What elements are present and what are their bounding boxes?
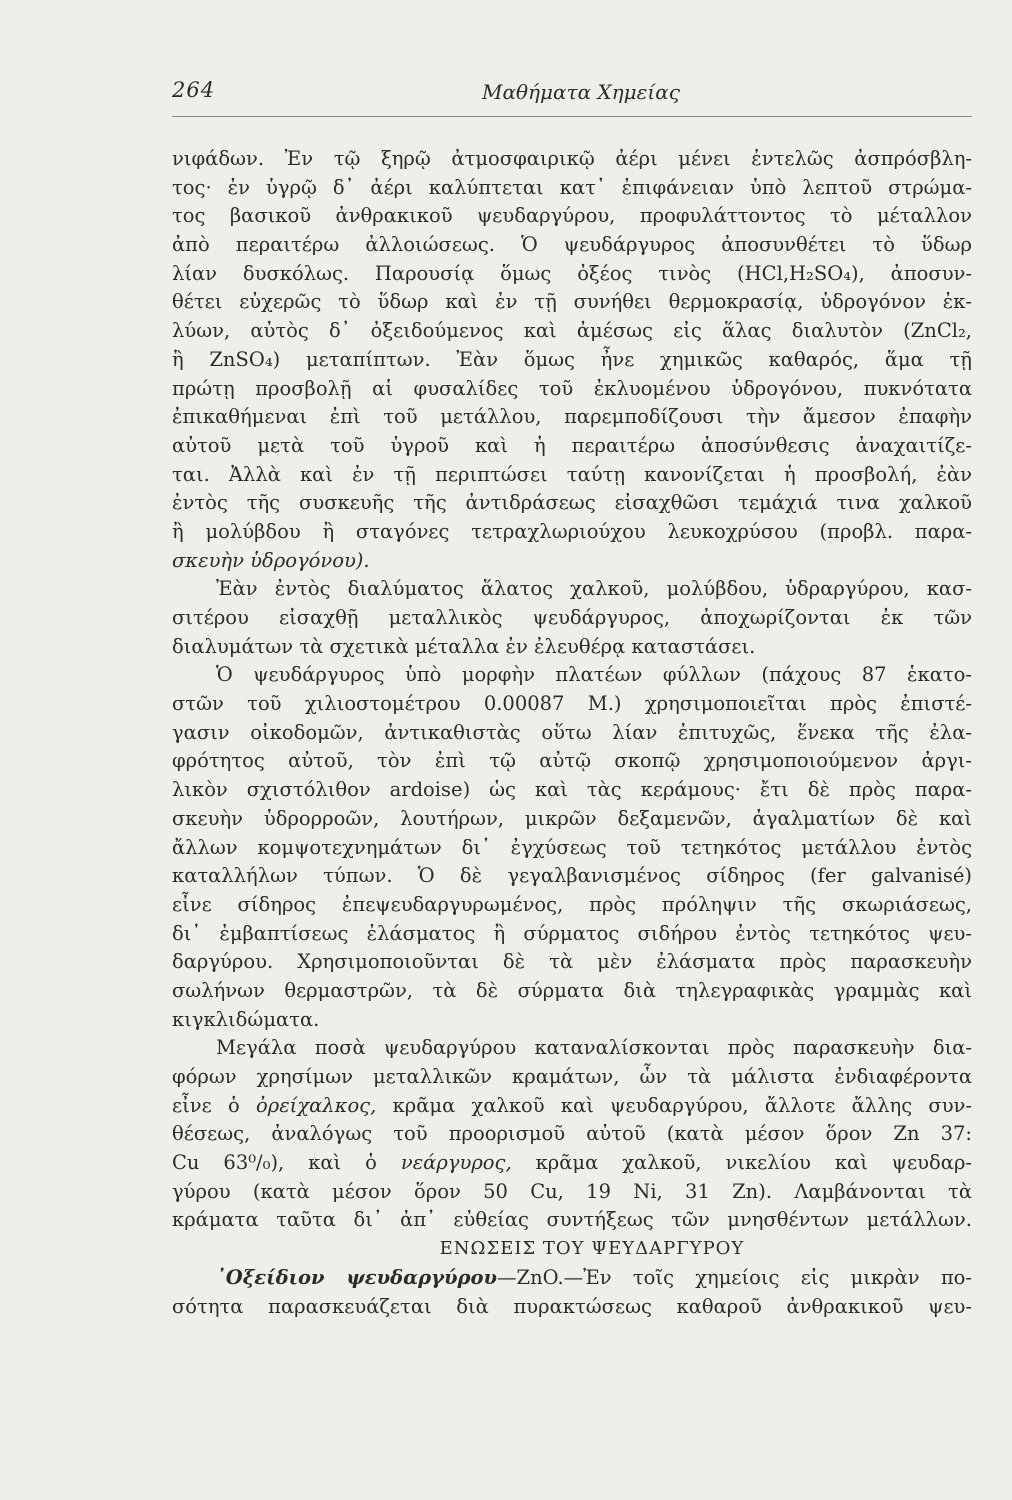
text-line: σότητα παρασκευάζεται διὰ πυρακτώσεως καθαροῦ ἀνθρακικοῦ ψευ-	[172, 1294, 972, 1318]
text-line: σιτέρου εἰσαχθῇ μεταλλικὸς ψευδάργυρος, ἀποχωρίζονται ἐκ τῶν	[172, 606, 972, 629]
text-span: κρᾶμα χαλκοῦ, νικελίου καὶ ψευδαρ-	[511, 1151, 972, 1175]
text-line: νιφάδων. Ἐν τῷ ξηρῷ ἀτμοσφαιρικῷ ἀέρι μένει ἐντελῶς ἀσπρόσβλη-	[172, 147, 972, 170]
text-line: φρότητος αὐτοῦ, τὸν ἐπὶ τῷ αὐτῷ σκοπῷ χρησιμοποιούμενον ἀργι-	[172, 749, 972, 773]
text-line: ται. Ἀλλὰ καὶ ἐν τῇ περιπτώσει ταύτῃ κανονίζεται ἡ προσβολή, ἐὰν	[172, 462, 972, 486]
text-line: πρώτῃ προσβολῇ αἱ φυσαλίδες τοῦ ἐκλυομένου ὑδρογόνου, πυκνότατα	[172, 376, 972, 400]
text-line: ἐντὸς τῆς συσκευῆς τῆς ἀντιδράσεως εἰσαχθῶσι τεμάχιά τινα χαλκοῦ	[172, 491, 972, 515]
text-line: σκευὴν ὑδρορροῶν, λουτήρων, μικρῶν δεξαμενῶν, ἀγαλματίων δὲ καὶ	[172, 806, 972, 830]
text-line: ἢ ZnSO₄) μεταπίπτων. Ἐὰν ὅμως ἦνε χημικῶς καθαρός, ἅμα τῇ	[172, 347, 972, 371]
text-span: —ZnO.—Ἐν τοῖς χημείοις εἰς μικρὰν πο-	[497, 1265, 972, 1289]
text-line: ἐπικαθήμεναι ἐπὶ τοῦ μετάλλου, παρεμποδίζουσι τὴν ἄμεσον ἐπαφὴν	[172, 405, 972, 429]
text-line: τος βασικοῦ ἀνθρακικοῦ ψευδαργύρου, προφυλάττοντος τὸ μέταλλον	[172, 204, 972, 228]
italic-span: ᾽Οξείδιον ψευδαργύρου	[216, 1265, 498, 1289]
running-title: Μαθήματα Χημείας	[482, 80, 680, 104]
italic-span: ὀρείχαλκος,	[256, 1093, 377, 1117]
page-number: 264	[172, 78, 216, 102]
text-line: θέτει εὐχερῶς τὸ ὕδωρ καὶ ἐν τῇ συνήθει θερμοκρασίᾳ, ὑδρογόνον ἐκ-	[172, 290, 972, 314]
text-line: γασιν οἰκοδομῶν, ἀντικαθιστὰς οὕτω λίαν ἐπιτυχῶς, ἕνεκα τῆς ἐλα-	[172, 720, 972, 744]
text-line: σωλήνων θερμαστρῶν, τὰ δὲ σύρματα διὰ τηλεγραφικὰς γραμμὰς καὶ	[172, 978, 972, 1002]
text-line: αὐτοῦ μετὰ τοῦ ὑγροῦ καὶ ἡ περαιτέρω ἀποσύνθεσις ἀναχαιτίζε-	[172, 433, 972, 457]
text-span: κρᾶμα χαλκοῦ καὶ ψευδαργύρου, ἄλλοτε ἄλλης συν-	[376, 1093, 972, 1117]
section-heading: ΕΝΩΣΕΙΣ ΤΟΥ ΨΕΥΔΑΡΓΥΡΟΥ	[439, 1238, 745, 1260]
paragraph-first-line	[172, 1264, 972, 1292]
text-line	[172, 1149, 972, 1177]
text-line: ἄλλων κομψοτεχνημάτων δι᾽ ἐγχύσεως τοῦ τετηκότος μετάλλου ἐντὸς	[172, 835, 972, 859]
text-line	[172, 547, 972, 575]
header-rule	[172, 116, 972, 117]
text-line: λύων, αὐτὸς δ᾽ ὀξειδούμενος καὶ ἀμέσως εἰς ἅλας διαλυτὸν (ZnCl₂,	[172, 319, 972, 343]
text-span: εἶνε ὁ	[172, 1093, 256, 1117]
text-span: Cu 63⁰/₀), καὶ ὁ	[172, 1151, 401, 1175]
text-line: δαργύρου. Χρησιμοποιοῦνται δὲ τὰ μὲν ἐλάσματα πρὸς παρασκευὴν	[172, 950, 972, 974]
body-text	[172, 145, 972, 1321]
paragraph-first-line: Ὁ ψευδάργυρος ὑπὸ μορφὴν πλατέων φύλλων (πάχους 87 ἑκατο-	[216, 663, 972, 687]
text-line: καταλλήλων τύπων. Ὁ δὲ γεγαλβανισμένος σίδηρος (fer galvanisé)	[172, 864, 972, 888]
text-line: διαλυμάτων τὰ σχετικὰ μέταλλα ἐν ἐλευθέρᾳ καταστάσει.	[172, 634, 756, 658]
text-line: ἀπὸ περαιτέρω ἀλλοιώσεως. Ὁ ψευδάργυρος ἀποσυνθέτει τὸ ὕδωρ	[172, 233, 972, 257]
italic-span: σκευὴν ὑδρογόνου).	[172, 548, 370, 572]
text-line: λίαν δυσκόλως. Παρουσίᾳ ὅμως ὀξέος τινὸς (HCl,H₂SO₄), ἀποσυν-	[172, 261, 972, 285]
text-line	[172, 1092, 972, 1120]
text-line: λικὸν σχιστόλιθον ardoise) ὡς καὶ τὰς κεράμους· ἔτι δὲ πρὸς παρα-	[172, 778, 972, 802]
text-line: φόρων χρησίμων μεταλλικῶν κραμάτων, ὧν τὰ μάλιστα ἐνδιαφέροντα	[172, 1065, 972, 1088]
text-line: δι᾽ ἐμβαπτίσεως ἐλάσματος ἢ σύρματος σιδήρου ἐντὸς τετηκότος ψευ-	[172, 921, 972, 945]
text-line: γύρου (κατὰ μέσον ὅρον 50 Cu, 19 Ni, 31 Zn). Λαμβάνονται τὰ	[172, 1179, 972, 1203]
text-line: κράματα ταῦτα δι᾽ ἀπ᾽ εὐθείας συντήξεως τῶν μνησθέντων μετάλλων.	[172, 1208, 972, 1232]
text-line: στῶν τοῦ χιλιοστομέτρου 0.00087 M.) χρησιμοποιεῖται πρὸς ἐπιστέ-	[172, 692, 972, 716]
text-line: τος· ἐν ὑγρῷ δ᾽ ἀέρι καλύπτεται κατ᾽ ἐπιφάνειαν ὑπὸ λεπτοῦ στρώμα-	[172, 175, 972, 199]
text-line: θέσεως, ἀναλόγως τοῦ προορισμοῦ αὐτοῦ (κατὰ μέσον ὅρον Zn 37:	[172, 1122, 972, 1146]
paragraph-first-line: Ἐὰν ἐντὸς διαλύματος ἅλατος χαλκοῦ, μολύβδου, ὑδραργύρου, κασ-	[216, 577, 972, 601]
text-line: εἶνε σίδηρος ἐπεψευδαργυρωμένος, πρὸς πρόληψιν τῆς σκωριάσεως,	[172, 892, 972, 916]
paragraph-first-line: Μεγάλα ποσὰ ψευδαργύρου καταναλίσκονται πρὸς παρασκευὴν δια-	[216, 1036, 972, 1060]
italic-span: νεάργυρος,	[400, 1151, 512, 1175]
page-header	[172, 72, 972, 106]
text-line: κιγκλιδώματα.	[172, 1007, 320, 1031]
text-line: ἢ μολύβδου ἢ σταγόνες τετραχλωριούχου λευκοχρύσου (προβλ. παρα-	[172, 519, 972, 543]
